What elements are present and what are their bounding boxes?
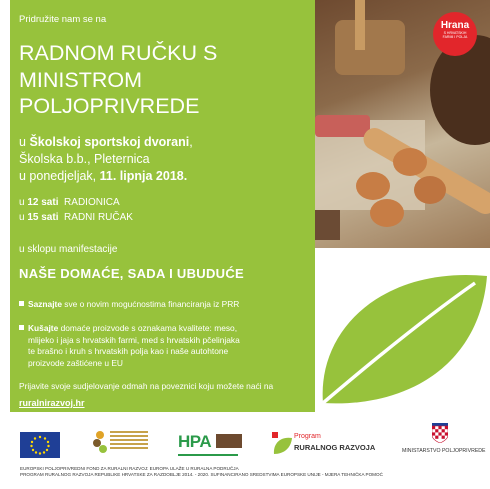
leaf-graphic xyxy=(315,248,490,412)
intro-text: Pridružite nam se na xyxy=(19,14,107,25)
sched-time: 15 sati xyxy=(27,211,59,223)
bullet-text: sve o novim mogućnostima financiranja iz PRR xyxy=(61,299,240,309)
bullet-item xyxy=(19,323,309,369)
hpa-mark-icon xyxy=(216,434,242,448)
bullet-text: mlijeko i jaja s hrvatskih farmi, med s hrvatskih pčelinjaka xyxy=(28,334,240,345)
bullet-text: te brašno i kruh s hrvatskih polja kao i naše autohtone xyxy=(28,346,229,356)
eu-flag-icon xyxy=(20,432,60,458)
bullet-lead: Kušajte xyxy=(28,323,59,333)
website-link[interactable]: ruralnirazvoj.hr xyxy=(19,398,85,408)
association-text-lines xyxy=(110,429,148,451)
sched-prefix: u xyxy=(19,211,25,223)
address: Školska b.b., Pleternica xyxy=(19,152,150,166)
schedule xyxy=(19,196,133,225)
sched-event: RADIONICA xyxy=(64,197,120,208)
footer-line: PROGRAM RURALNOG RAZVOJA REPUBLIKE HRVATSKE ZA RAZDOBLJE 2014. - 2020. SUFINANCIRANO SREDSTVIMA EUROPSKE UNIJE - MJERA TEHNIČKA POMOĆ xyxy=(20,472,383,477)
leaf-icon xyxy=(315,248,490,412)
bullet-square-icon xyxy=(19,301,24,306)
slogan: NAŠE DOMAĆE, SADA I UBUDUĆE xyxy=(19,266,245,281)
bullet-item xyxy=(19,299,309,311)
signup-text: Prijavite svoje sudjelovanje odmah na poveznici koju možete naći na xyxy=(19,381,274,391)
schedule-item xyxy=(19,211,133,226)
bullet-text: domaće proizvode s oznakama kvalitete: meso, xyxy=(58,323,238,333)
venue: Školskoj sportskoj dvorani xyxy=(29,135,190,149)
context-text: u sklopu manifestacije xyxy=(19,244,118,255)
ministry-logo xyxy=(402,423,486,454)
sched-time: 12 sati xyxy=(27,197,59,208)
badge-title: Hrana xyxy=(440,20,470,31)
bullet-lead: Saznajte xyxy=(28,299,62,309)
croatian-coat-of-arms-icon xyxy=(432,423,448,443)
program-small-text: Program xyxy=(294,433,321,440)
date-prefix: u ponedjeljak, xyxy=(19,169,97,183)
hrana-badge xyxy=(433,12,477,56)
sched-event: RADNI RUČAK xyxy=(64,211,133,223)
badge-sub: FARMI I POLJA xyxy=(442,35,468,39)
sched-prefix: u xyxy=(19,197,25,208)
event-date: 11. lipnja 2018. xyxy=(99,169,188,183)
program-leaf-icon xyxy=(272,432,292,454)
info-panel xyxy=(10,0,315,412)
bullet-square-icon xyxy=(19,325,24,330)
poster-title xyxy=(19,40,217,120)
venue-suffix: , xyxy=(189,135,193,149)
title-line: MINISTROM xyxy=(19,67,143,92)
hpa-logo xyxy=(178,432,242,456)
schedule-item xyxy=(19,196,133,211)
footer-text xyxy=(20,466,490,478)
program-big-text: RURALNOG RAZVOJA xyxy=(294,443,376,452)
ministry-text: MINISTARSTVO POLJOPRIVREDE xyxy=(402,448,486,454)
association-emblem-icon xyxy=(92,430,108,454)
logo-strip xyxy=(0,418,490,460)
location-block xyxy=(19,134,193,185)
hpa-text: HPA xyxy=(178,432,212,451)
hpa-underline xyxy=(178,454,238,456)
bullet-text: proizvode zaštićene u EU xyxy=(28,357,123,368)
title-line: POLJOPRIVREDE xyxy=(19,94,200,118)
title-line: RADNOM RUČKU S xyxy=(19,41,218,65)
food-photo xyxy=(315,0,490,248)
loc-prefix: u xyxy=(19,135,26,149)
footer-line: EUROPSKI POLJOPRIVREDNI FOND ZA RURALNI RAZVOJ: EUROPA ULAŽE U RURALNA PODRUČJA xyxy=(20,466,239,471)
badge-sub: S HRVATSKIH xyxy=(443,31,467,35)
